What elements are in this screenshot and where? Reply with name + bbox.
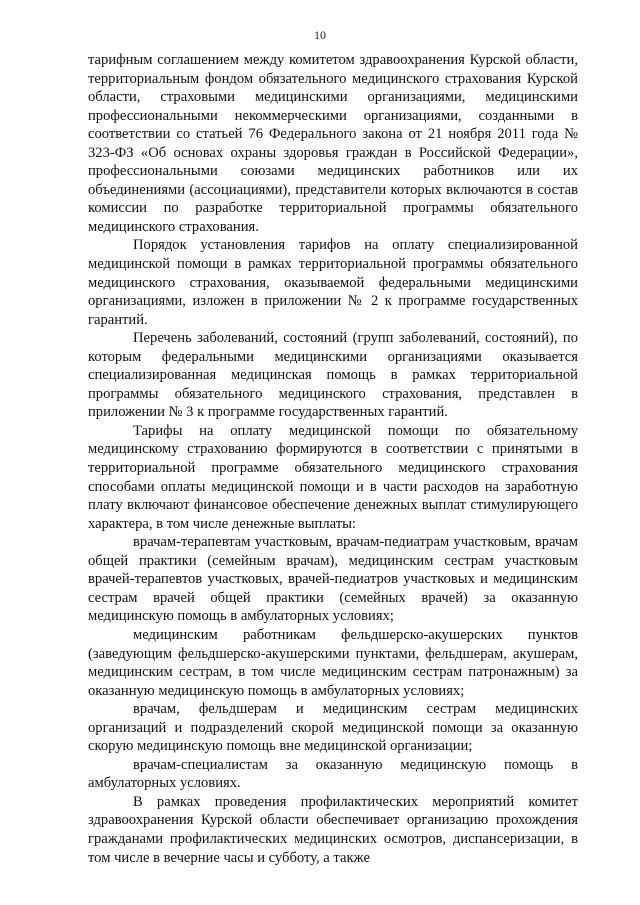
paragraph: врачам, фельдшерам и медицинским сестрам медицинских организаций и подразделений скорой медицинской помощи за оказанную скорую медицинскую помощь вне медицинской организации;: [88, 701, 578, 755]
paragraph: врачам-терапевтам участковым, врачам-педиатрам участковым, врачам общей практики (семейным врачам), медицинским сестрам участковым врачей-терапевтов участковых, врачей-педиатров участковых и медицинским сестрам врачей общей практики (семейных врачей) за оказанную медицинскую помощь в амбулаторных условиях;: [88, 534, 578, 625]
page-number: 10: [314, 28, 326, 42]
paragraph: Порядок установления тарифов на оплату специализированной медицинской помощи в рамках территориальной программы обязательного медицинского страхования, оказываемой федеральными медицинскими организациями, изложен в приложении № 2 к программе государственных гарантий.: [88, 237, 578, 328]
paragraph: медицинским работникам фельдшерско-акушерских пунктов (заведующим фельдшерско-акушерскими пунктами, фельдшерам, акушерам, медицинским сестрам, в том числе медицинским сестрам патронажным) за оказанную медицинскую помощь в амбулаторных условиях;: [88, 626, 578, 699]
paragraph: врачам-специалистам за оказанную медицинскую помощь в амбулаторных условиях.: [88, 756, 578, 792]
paragraph: Перечень заболеваний, состояний (групп заболеваний, состояний), по которым федеральными медицинскими организациями оказывается специализированная медицинская помощь в рамках территориальной программы обязательного медицинского страхования, представлен в приложении № 3 к программе государственных гарантий.: [88, 330, 578, 421]
paragraph: тарифным соглашением между комитетом здравоохранения Курской области, территориальным фондом обязательного медицинского страхования Курской области, страховыми медицинскими организациями, медицинскими профессиональными некоммерческими организациями, созданными в соответствии со статьей 76 Федерального закона от 21 ноября 2011 года № 323-ФЗ «Об основах охраны здоровья граждан в Российской Федерации», профессиональными союзами медицинских работников или их объединениями (ассоциациями), представители которых включаются в состав комиссии по разработке территориальной программы обязательного медицинского страхования.: [88, 52, 578, 235]
paragraph: В рамках проведения профилактических мероприятий комитет здравоохранения Курской области обеспечивает организацию прохождения гражданами профилактических медицинских осмотров, диспансеризации, в том числе в вечерние часы и субботу, а также: [88, 793, 578, 866]
paragraph: Тарифы на оплату медицинской помощи по обязательному медицинскому страхованию формируются в соответствии с принятыми в территориальной программе обязательного медицинского страхования способами оплаты медицинской помощи и в части расходов на заработную плату включают финансовое обеспечение денежных выплат стимулирующего характера, в том числе денежные выплаты:: [88, 422, 578, 532]
document-body: [88, 51, 578, 867]
